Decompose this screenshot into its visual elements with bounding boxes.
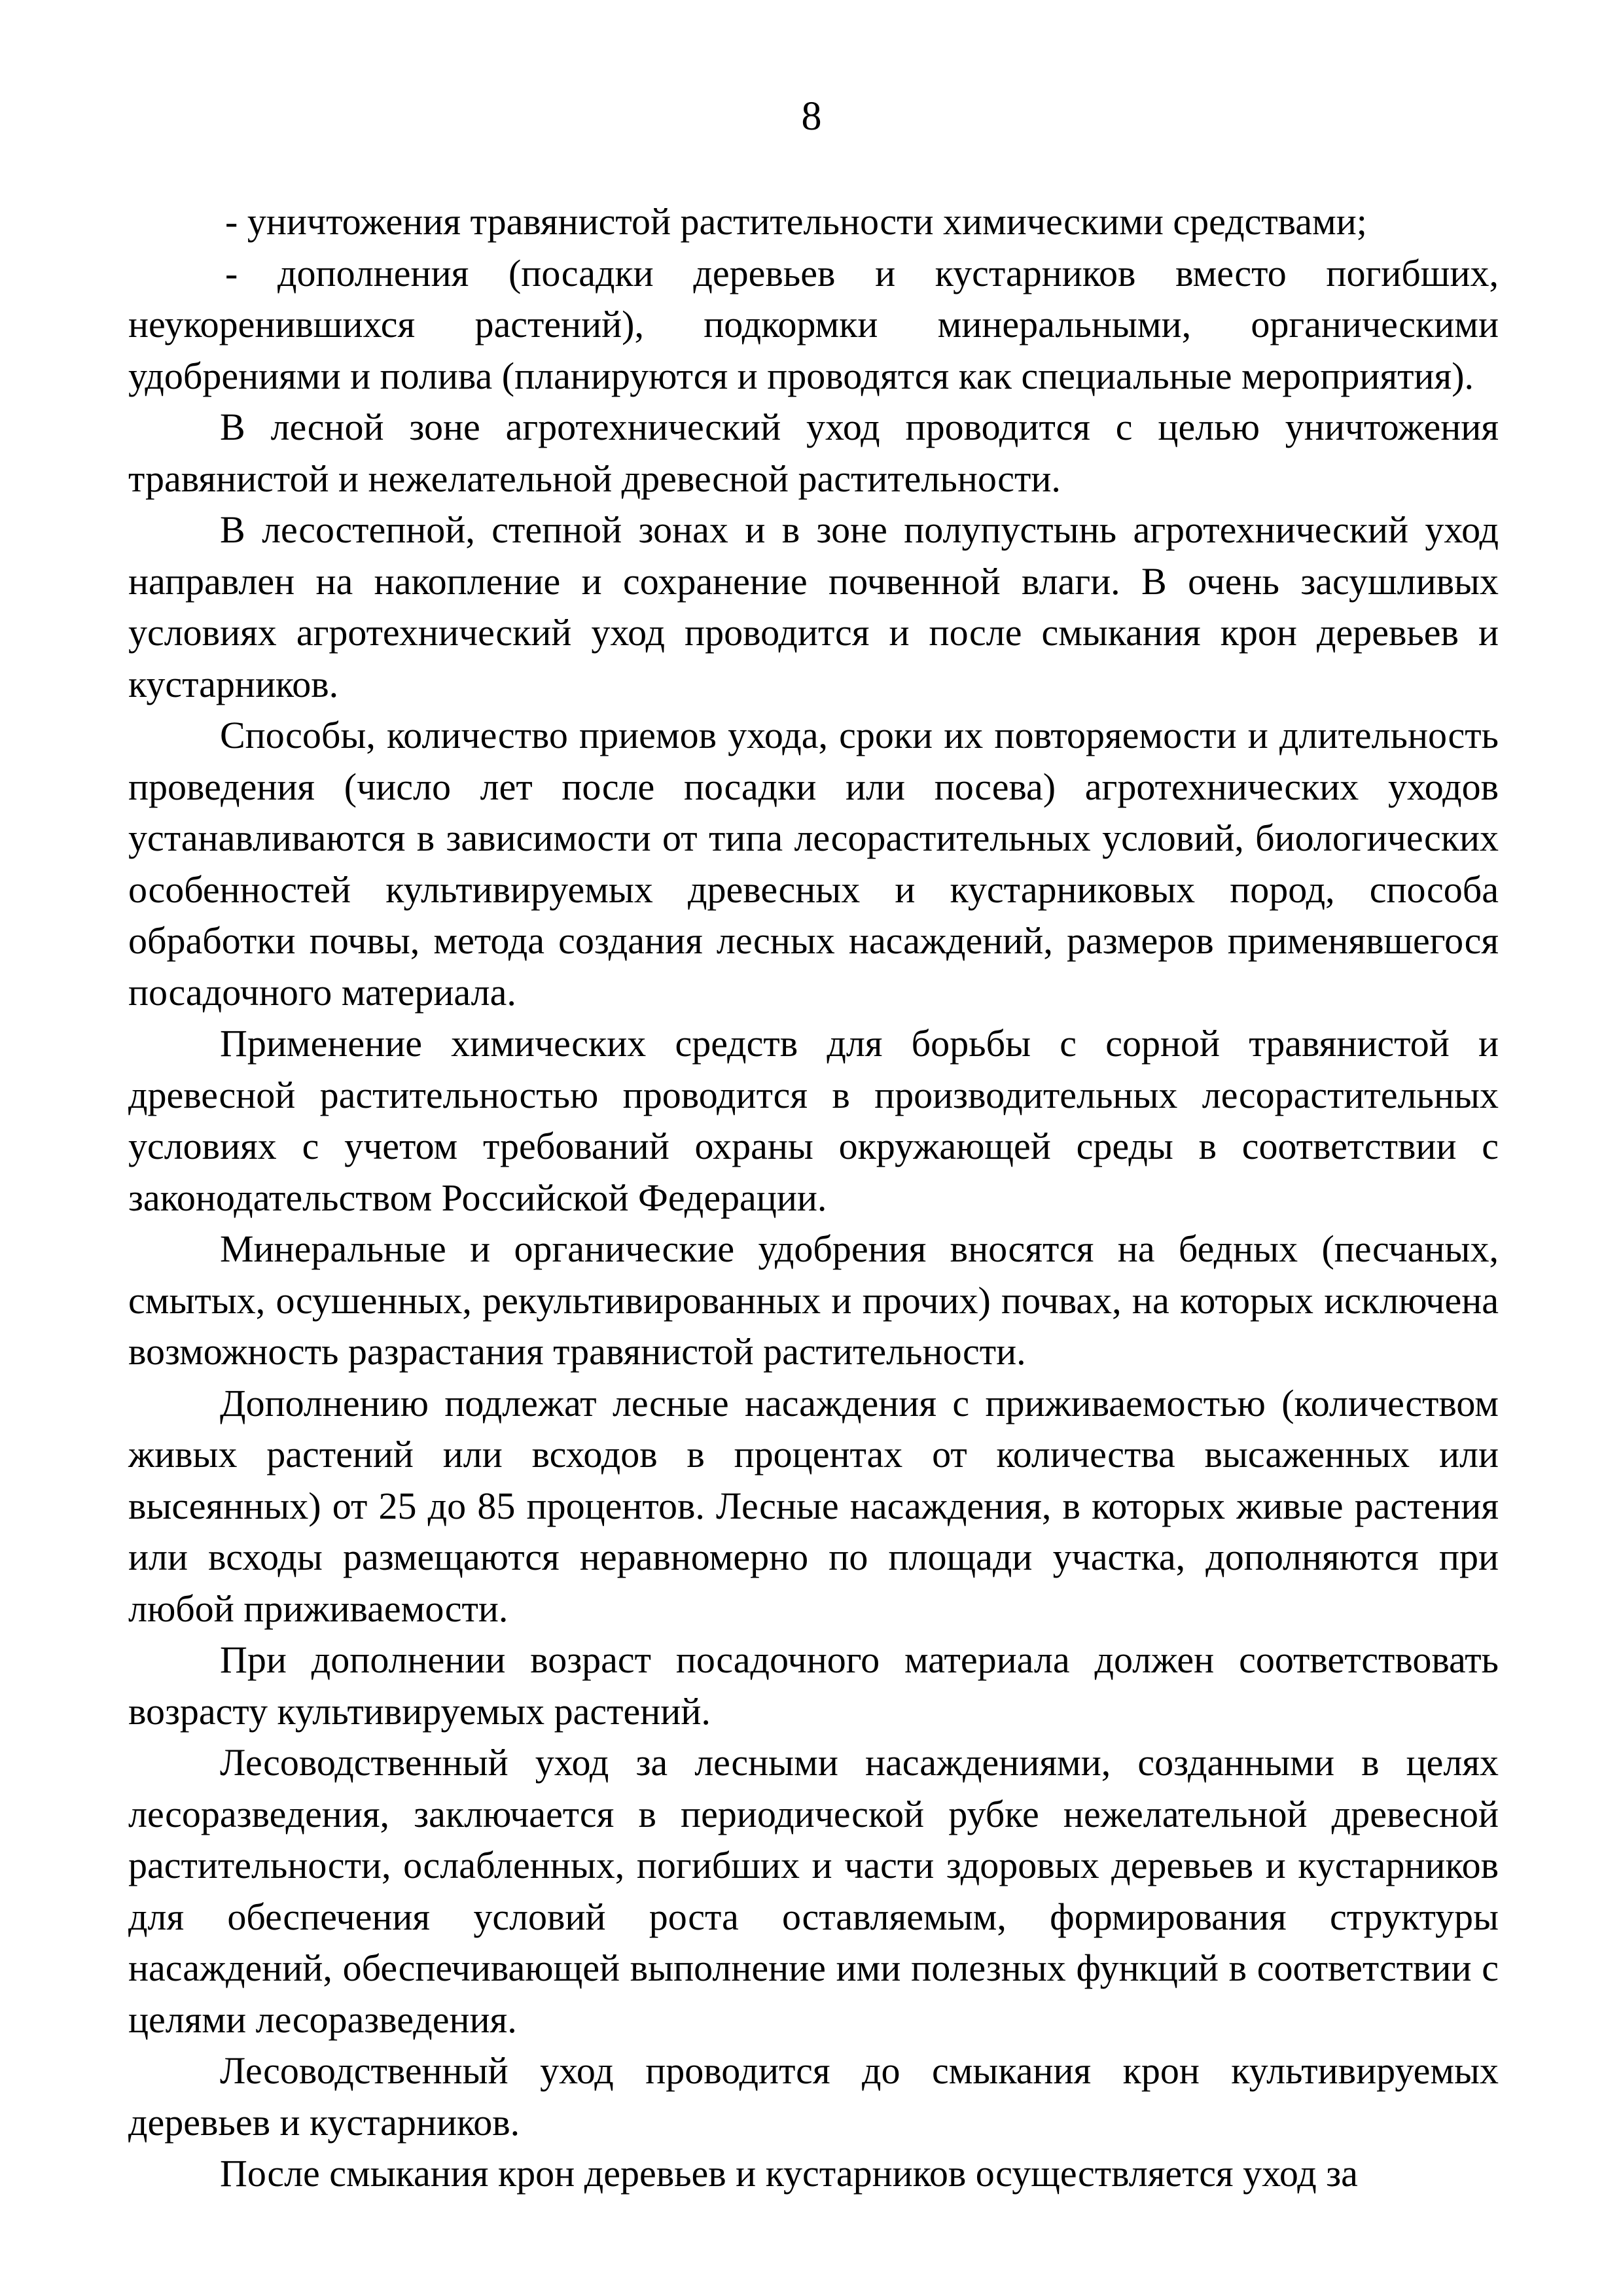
- paragraph-bullet-replenishment: - дополнения (посадки деревьев и кустарников вместо погибших, неукоренившихся растений), подкормки минеральными, органическими удобрениями и полива (планируются и проводятся как специальные мероприятия).: [128, 251, 1499, 397]
- paragraph-methods: Способы, количество приемов ухода, сроки их повторяемости и длительность проведения (число лет после посадки или посева) агротехнических уходов устанавливаются в зависимости от типа лесорастительных условий, биологических особенностей культивируемых древесных и кустарниковых пород, способа обработки почвы, метода создания лесных насаждений, размеров применявшегося посадочного материала.: [128, 714, 1499, 1014]
- paragraph-bullet-herbicide: - уничтожения травянистой растительности химическими средствами;: [225, 200, 1367, 243]
- paragraph-replenishment-rules: Дополнению подлежат лесные насаждения с приживаемостью (количеством живых растений или всходов в процентах от количества высаженных или высеянных) от 25 до 85 процентов. Лесные насаждения, в которых живые растения или всходы размещаются неравномерно по площади участка, дополняются при любой приживаемости.: [128, 1381, 1499, 1630]
- paragraph-forest-zone: В лесной зоне агротехнический уход проводится с целью уничтожения травянистой и нежелательной древесной растительности.: [128, 406, 1499, 500]
- paragraph-silvicultural-care: Лесоводственный уход за лесными насаждениями, созданными в целях лесоразведения, заключается в периодической рубке нежелательной древесной растительности, ослабленных, погибших и части здоровых деревьев и кустарников для обеспечения условий роста оставляемым, формирования структуры насаждений, обеспечивающей выполнение ими полезных функций в соответствии с целями лесоразведения.: [128, 1741, 1499, 2041]
- paragraph-planting-age: При дополнении возраст посадочного материала должен соответствовать возрасту культивируемых растений.: [128, 1638, 1499, 1733]
- paragraph-after-closure: После смыкания крон деревьев и кустарников осуществляется уход за: [220, 2152, 1358, 2195]
- paragraph-care-duration: Лесоводственный уход проводится до смыкания крон культивируемых деревьев и кустарников.: [128, 2049, 1499, 2144]
- page-number: 8: [801, 94, 822, 139]
- paragraph-chemicals: Применение химических средств для борьбы с сорной травянистой и древесной растительностью проводится в производительных лесорастительных условиях с учетом требований охраны окружающей среды в соответствии с законодательством Российской Федерации.: [128, 1022, 1499, 1219]
- paragraph-fertilizers: Минеральные и органические удобрения вносятся на бедных (песчаных, смытых, осушенных, рекультивированных и прочих) почвах, на которых исключена возможность разрастания травянистой растительности.: [128, 1227, 1499, 1373]
- paragraph-steppe-zone: В лесостепной, степной зонах и в зоне полупустынь агротехнический уход направлен на накопление и сохранение почвенной влаги. В очень засушливых условиях агротехнический уход проводится и после смыкания крон деревьев и кустарников.: [128, 508, 1499, 705]
- body-text: [128, 196, 1499, 2200]
